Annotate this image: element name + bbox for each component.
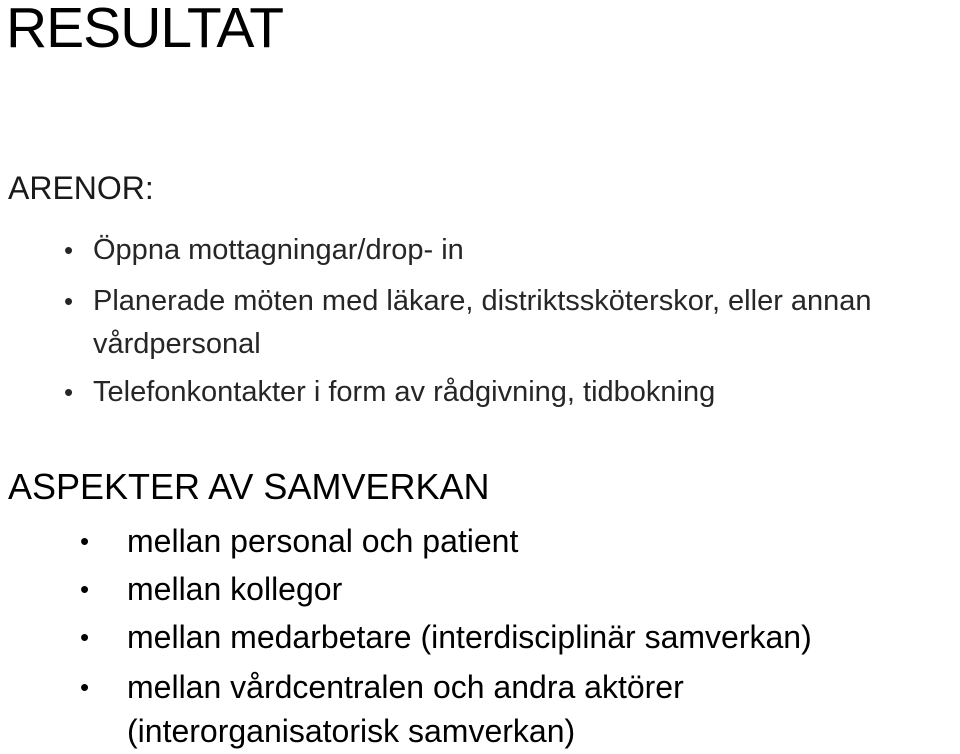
arenor-list <box>64 226 893 416</box>
list-item <box>80 613 887 661</box>
bullet-icon: • <box>64 286 74 316</box>
list-item <box>80 665 887 753</box>
bullet-icon: • <box>80 622 90 652</box>
list-item <box>64 280 893 366</box>
bullet-icon: • <box>64 377 74 407</box>
aspekter-list <box>80 517 887 753</box>
list-item-text: mellan kollegor <box>127 571 343 607</box>
arenor-heading: ARENOR: <box>8 170 154 206</box>
list-item-text: mellan personal och patient <box>127 523 519 559</box>
aspekter-heading: ASPEKTER AV SAMVERKAN <box>8 466 490 507</box>
bullet-icon: • <box>80 526 90 556</box>
bullet-icon: • <box>64 235 74 265</box>
list-item <box>80 517 887 565</box>
list-item-text: mellan vårdcentralen och andra aktörer (interorganisatorisk samverkan) <box>127 669 684 749</box>
list-item-text: mellan medarbetare (interdisciplinär samverkan) <box>127 619 812 655</box>
page-title: RESULTAT <box>6 0 284 60</box>
list-item-text: Telefonkontakter i form av rådgivning, tidbokning <box>93 376 716 408</box>
list-item-text: Öppna mottagningar/drop- in <box>93 234 464 266</box>
list-item <box>64 368 893 416</box>
list-item-text: Planerade möten med läkare, distriktssköterskor, eller annan vårdpersonal <box>93 285 872 360</box>
list-item <box>80 565 887 613</box>
bullet-icon: • <box>80 672 90 702</box>
bullet-icon: • <box>80 574 90 604</box>
list-item <box>64 226 893 274</box>
